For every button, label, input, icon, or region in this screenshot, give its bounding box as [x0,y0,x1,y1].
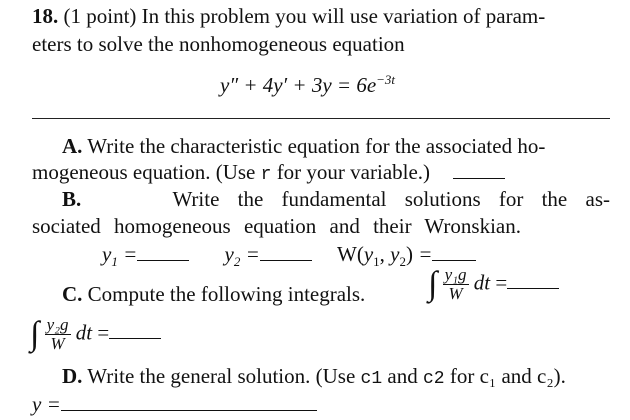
integral-1-equals: = [495,270,508,295]
general-solution-label: y = [32,392,61,416]
part-c-line [62,282,365,306]
integral-sign-2: ∫ [30,315,40,353]
integral-2-equals: = [97,320,110,345]
general-solution-row [32,392,317,416]
problem-intro-line2: eters to solve the nonhomogeneous equation [32,32,405,56]
part-d-c1: c1 [360,369,383,389]
part-d-line [62,364,566,391]
y2-equals: = [245,242,260,266]
integral-2-fraction [45,316,71,353]
part-b-line2: sociated homogeneous equation and their Wronskian. [32,214,521,238]
problem-header-line1 [32,4,545,28]
integral-2-answer[interactable] [109,324,161,339]
part-b-label: B. [62,187,82,211]
part-b-line1 [32,187,610,211]
integral-1-dt: dt [473,270,491,295]
wronskian-label: $W(y_1$, $y_2$) [337,242,413,270]
part-c-text: Compute the following integrals. [87,282,366,306]
y2-answer[interactable] [260,246,312,261]
part-d-and: and [387,364,418,388]
problem-number: 18. [32,4,59,28]
part-a-line2 [32,160,505,187]
wronskian-answer[interactable] [432,246,476,261]
integral-1-numerator: y₁g [444,265,467,284]
divider-line [32,118,610,119]
integral-2-denominator: W [50,334,65,353]
part-a-text3: for your variable.) [276,160,431,184]
integral-1-fraction [443,266,469,303]
integral-1-denominator: W [448,284,463,303]
y1-label: $y_1$ [102,242,118,270]
problem-points: (1 point) [63,4,137,28]
part-a-line1 [62,134,545,158]
integral-2 [30,316,161,353]
integral-2-numerator: y₂g [46,315,69,334]
integral-1 [428,266,559,303]
integral-2-dt: dt [75,320,93,345]
integral-sign-1: ∫ [428,265,438,303]
part-c-label: C. [62,282,83,306]
part-a-text2: mogeneous equation. (Use [32,160,256,184]
differential-equation [220,68,395,97]
equation-exponent: −3t [376,72,396,87]
part-a-variable: r [260,165,272,185]
wronskian-equals: = [418,242,433,266]
part-d-c2: c2 [422,369,445,389]
problem-intro-line1: In this problem you will use variation of param- [141,4,546,28]
part-d-text1: Write the general solution. (Use [87,364,356,388]
y1-equals: = [123,242,138,266]
equation-body: y″ + 4y′ + 3y = 6e [220,73,377,97]
characteristic-equation-answer[interactable] [453,164,505,179]
part-b-answers [102,242,476,274]
part-d-text2: for c₁ and c₂). [449,364,566,388]
y2-label: $y_2$ [224,242,241,270]
integral-1-answer[interactable] [507,274,559,289]
part-a-text1: Write the characteristic equation for the associated ho- [87,134,546,158]
general-solution-answer[interactable] [61,396,317,411]
y1-answer[interactable] [137,246,189,261]
part-a-label: A. [62,134,83,158]
part-b-text1: Write the fundamental solutions for the as- [172,187,610,211]
part-d-label: D. [62,364,83,388]
